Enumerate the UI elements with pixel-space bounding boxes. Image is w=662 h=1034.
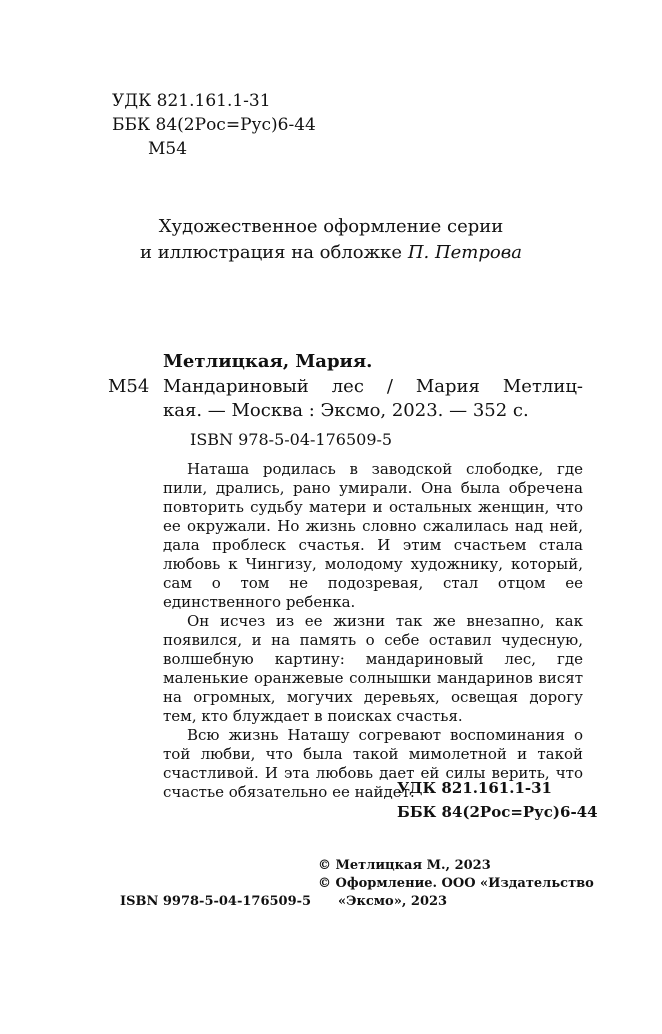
header-author-mark: М54	[148, 139, 188, 159]
footer-isbn: ISBN 9978-5-04-176509-5	[120, 894, 312, 909]
header-udk: УДК 821.161.1-31	[112, 91, 271, 111]
annotation-paragraph-3: Всю жизнь Наташу согревают воспоминания о той любви, что была такой мимолетной и такой счастливой. И эта любовь дает ей силы верить, что счастье обязательно ее найдет.	[163, 726, 583, 801]
copyright-design: © Оформление. ООО «Издательство	[318, 876, 594, 891]
credit-line-2-prefix: и иллюстрация на обложке	[140, 242, 408, 263]
catalog-author-mark: М54	[108, 376, 150, 397]
annotation-paragraph-2: Он исчез из ее жизни так же внезапно, как появился, и на память о себе оставил чудесную, волшебную картину: мандариновый лес, где маленькие оранжевые солнышки мандаринов висят на огромных, могучих деревьях, освещая дорогу тем, кто блуждает в поисках счастья.	[163, 612, 583, 725]
catalog-isbn: ISBN 978-5-04-176509-5	[190, 430, 393, 449]
copyright-author: © Метлицкая М., 2023	[318, 858, 491, 873]
annotation	[163, 460, 583, 802]
header-bbk: ББК 84(2Рос=Рус)6-44	[112, 115, 316, 135]
credit-line-1: Художественное оформление серии	[158, 216, 504, 237]
credit-line-2	[0, 240, 662, 266]
annotation-paragraph-1: Наташа родилась в заводской слободке, где пили, дрались, рано умирали. Она была обречена повторить судьбу матери и остальных женщин, что ее окружали. Но жизнь словно сжалилась над ней, дала проблеск счастья. И этим счастьем стала любовь к Чингизу, молодому художнику, который, сам о том не подозревая, стал отцом ее единственного ребенка.	[163, 460, 583, 611]
copyright-publisher: «Эксмо», 2023	[338, 894, 448, 909]
title-line-1: Мандариновый лес / Мария Метлиц-	[163, 376, 583, 397]
footer-udk: УДК 821.161.1-31	[397, 779, 552, 797]
author-heading: Метлицкая, Мария.	[163, 351, 373, 372]
title-line-2: кая. — Москва : Эксмо, 2023. — 352 с.	[163, 400, 529, 421]
footer-bbk: ББК 84(2Рос=Рус)6-44	[397, 803, 598, 821]
illustrator-name: П. Петрова	[407, 242, 522, 263]
